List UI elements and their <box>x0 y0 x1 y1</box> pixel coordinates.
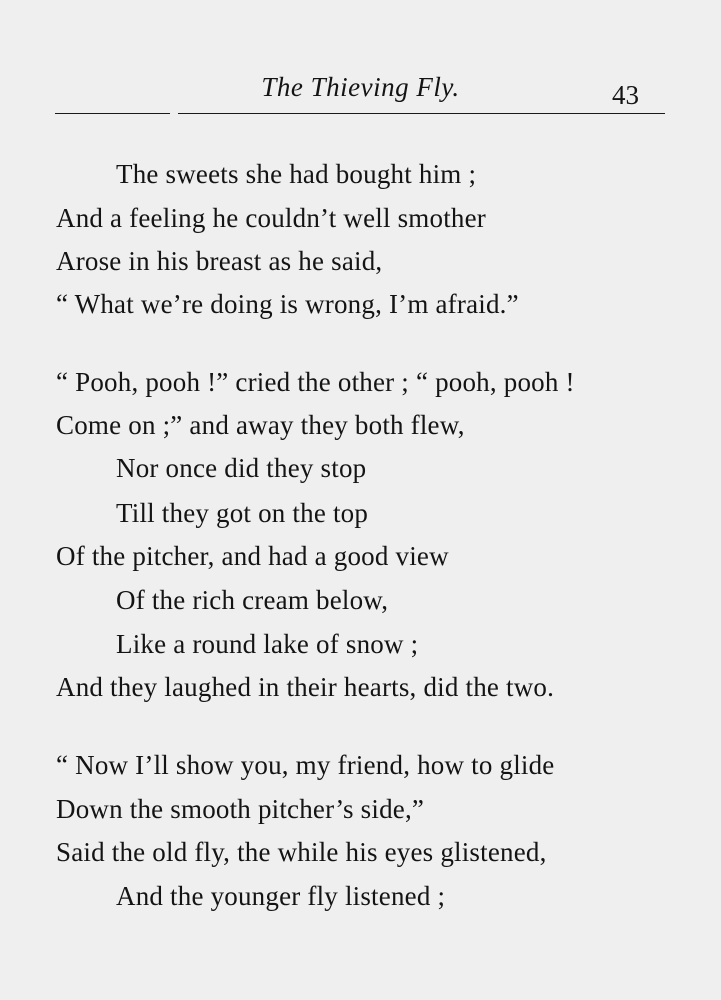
verse-line: And they laughed in their hearts, did the two. <box>56 672 555 702</box>
verse-line: Come on ;” and away they both flew, <box>56 410 465 440</box>
verse-line: Like a round lake of snow ; <box>116 629 419 659</box>
page-number: 43 <box>612 80 639 110</box>
verse-line: And the younger fly listened ; <box>116 881 446 911</box>
header-rule-left <box>55 113 170 114</box>
verse-line: “ Pooh, pooh !” cried the other ; “ pooh, pooh ! <box>56 367 575 397</box>
verse-line: Said the old fly, the while his eyes glistened, <box>56 837 547 867</box>
verse-line: Down the smooth pitcher’s side,” <box>56 794 425 824</box>
running-title: The Thieving Fly. <box>261 72 460 102</box>
verse-line: “ What we’re doing is wrong, I’m afraid.” <box>56 289 519 319</box>
verse-line: The sweets she had bought him ; <box>116 159 477 189</box>
verse-line: Nor once did they stop <box>116 453 367 483</box>
header-rule-right <box>178 113 665 114</box>
verse-line: Till they got on the top <box>116 498 369 528</box>
verse-line: Of the pitcher, and had a good view <box>56 541 449 571</box>
verse-line: And a feeling he couldn’t well smother <box>56 203 486 233</box>
verse-line: Arose in his breast as he said, <box>56 246 383 276</box>
verse-line: “ Now I’ll show you, my friend, how to glide <box>56 750 555 780</box>
verse-line: Of the rich cream below, <box>116 585 389 615</box>
